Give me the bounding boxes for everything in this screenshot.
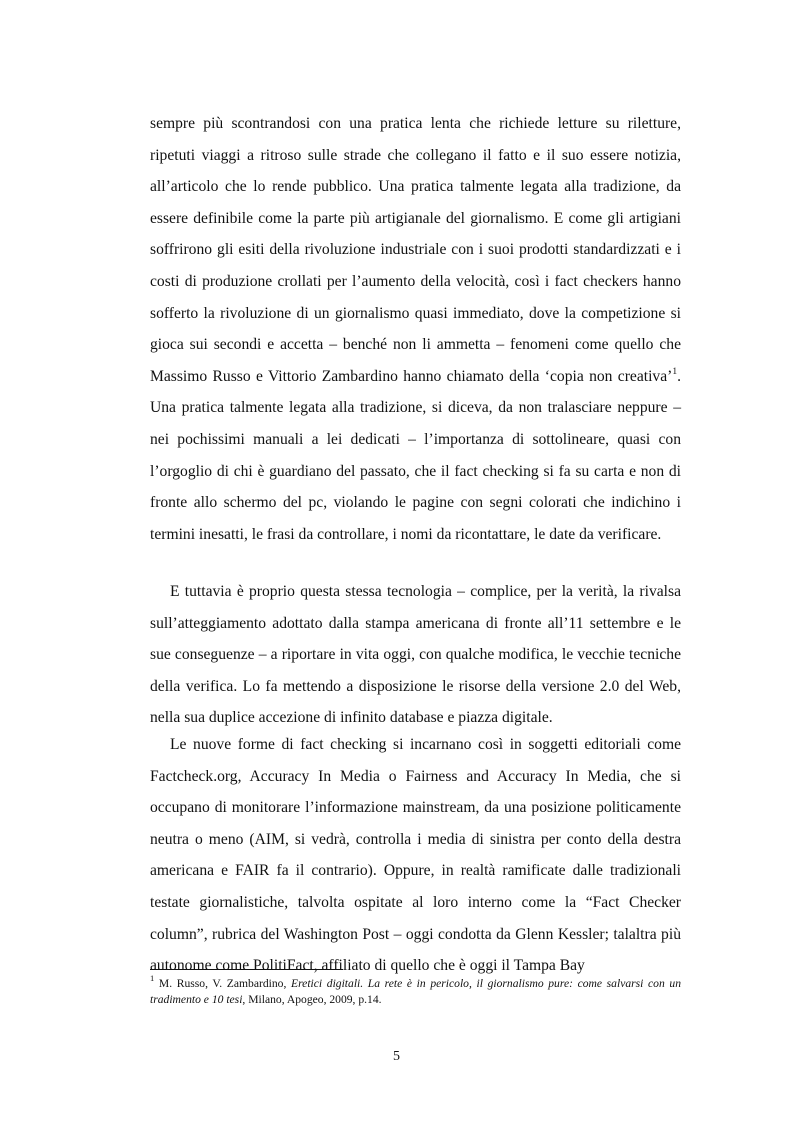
- body-paragraph-1: [150, 108, 681, 550]
- footnote-1: [150, 973, 681, 1008]
- footnote-publication: , Milano, Apogeo, 2009, p.14.: [242, 993, 382, 1006]
- footnote-book-title: Eretici digitali. La rete è in pericolo, il giornalismo pure: come salvarsi con un tradimento e 10 tesi: [150, 977, 681, 1006]
- body-paragraph-3: Le nuove forme di fact checking si incarnano così in soggetti editoriali come Factcheck.org, Accuracy In Media o Fairness and Accuracy In Media, che si occupano di monitorare l’informazione mainstream, da una posizione politicamente neutra o meno (AIM, si vedrà, controlla i media di sinistra per conto della destra americana e FAIR fa il contrario). Oppure, in realtà ramificate dalle tradizionali testate giornalistiche, talvolta ospitate al loro interno come la “Fact Checker column”, rubrica del Washington Post – oggi condotta da Glenn Kessler; talaltra più autonome come PolitiFact, affiliato di quello che è oggi il Tampa Bay: [150, 736, 681, 975]
- footnote-separator: [150, 969, 343, 970]
- footnote-reference-1[interactable]: 1: [672, 366, 678, 377]
- body-paragraph-2: E tuttavia è proprio questa stessa tecnologia – complice, per la verità, la rivalsa sull’atteggiamento adottato dalla stampa americana di fronte all’11 settembre e le sue conseguenze – a riportare in vita oggi, con qualche modifica, le vecchie tecniche della verifica. Lo fa mettendo a disposizione le risorse della versione 2.0 del Web, nella sua duplice accezione di infinito database e piazza digitale.: [150, 583, 681, 727]
- footnote-authors: M. Russo, V. Zambardino,: [154, 977, 292, 990]
- paragraph-1-text-a: sempre più scontrandosi con una pratica lenta che richiede letture su riletture, ripetuti viaggi a ritroso sulle strade che collegano il fatto e il suo essere notizia, all’articolo che lo rende pubblico. Una pratica talmente legata alla tradizione, da essere definibile come la parte più artigianale del giornalismo. E come gli artigiani soffrirono gli esiti della rivoluzione industriale con i suoi prodotti standardizzati e i costi di produzione crollati per l’aumento della velocità, così i fact checkers hanno sofferto la rivoluzione di un giornalismo quasi immediato, dove la competizione si gioca sui secondi e accetta – benché non li ammetta – fenomeni come quello che Massimo Russo e Vittorio Zambardino hanno chiamato della ‘copia non creativa’: [150, 115, 681, 385]
- page-number: 5: [393, 1049, 400, 1064]
- footnote-marker: 1: [150, 973, 155, 984]
- paragraph-1-text-b: . Una pratica talmente legata alla tradizione, si diceva, da non tralasciare neppure – nei pochissimi manuali a lei dedicati – l’importanza di sottolineare, quasi con l’orgoglio di chi è guardiano del passato, che il fact checking si fa su carta e non di fronte allo schermo del pc, violando le pagine con segni colorati che indichino i termini inesatti, le frasi da controllare, i nomi da ricontattare, le date da verificare.: [150, 367, 681, 543]
